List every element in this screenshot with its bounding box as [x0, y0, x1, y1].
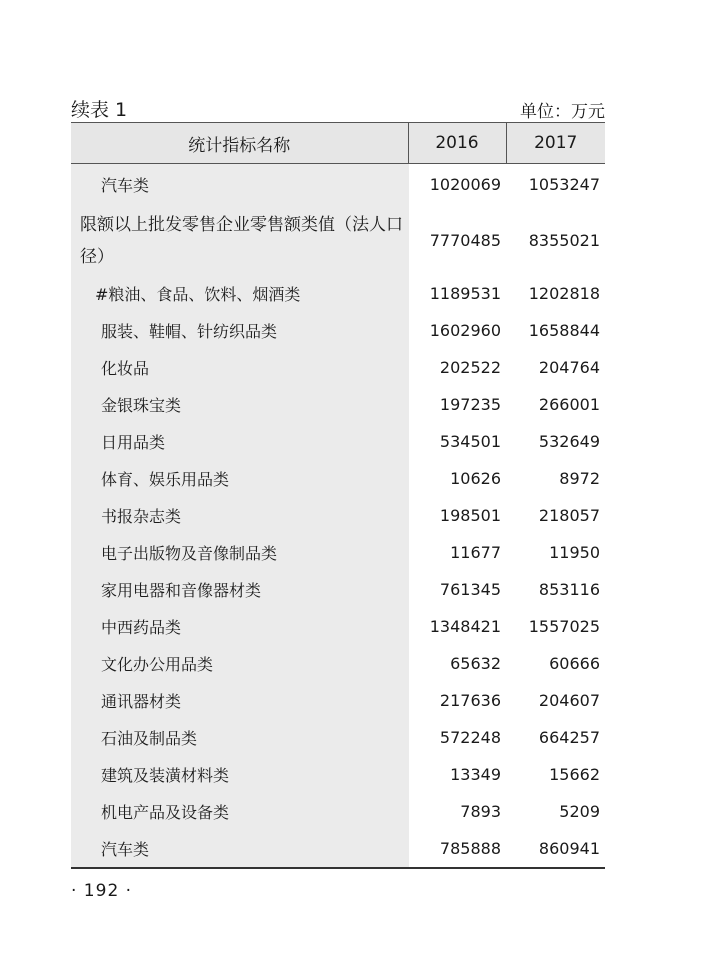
value-2017-cell: 860941	[506, 830, 605, 868]
value-2016-cell: 13349	[408, 756, 506, 793]
value-2017-cell: 204607	[538, 690, 600, 710]
table-row	[71, 276, 605, 312]
table-row	[71, 534, 605, 571]
value-2016-cell: 1602960	[408, 312, 506, 349]
value-2017-cell: 664257	[538, 727, 600, 747]
value-2016-cell: 202522	[408, 349, 506, 386]
value-2016-cell: 11677	[408, 534, 506, 571]
table-row	[71, 460, 605, 497]
indicator-name: 限额以上批发零售企业零售额类值（法人口径）	[80, 214, 403, 267]
value-2016-cell: 1189531	[408, 276, 506, 312]
value-2016-cell: 572248	[408, 719, 506, 756]
column-header-2017: 2017	[506, 123, 605, 164]
column-header-indicator: 统计指标名称	[71, 123, 408, 164]
value-2017-cell: 266001	[538, 394, 600, 414]
value-2016-cell: 7770485	[408, 206, 506, 276]
indicator-name: 电子出版物及音像制品类	[101, 543, 278, 563]
indicator-name: #粮油、食品、饮料、烟酒类	[95, 285, 301, 304]
value-2017-cell: 8355021	[528, 231, 600, 250]
indicator-name: 服装、鞋帽、针纺织品类	[101, 321, 278, 341]
indicator-name: 书报杂志类	[101, 506, 182, 526]
table-title: 续表 1	[71, 99, 128, 121]
value-2017-cell: 1557025	[528, 616, 600, 636]
value-2017-cell: 15662	[549, 764, 600, 784]
value-2017-cell: 1658844	[528, 320, 600, 340]
page-number: · 192 ·	[71, 881, 133, 901]
value-2017-cell: 8972	[559, 468, 600, 488]
table-row	[71, 312, 605, 349]
indicator-cell	[71, 423, 408, 460]
table-row	[71, 349, 605, 386]
indicator-cell	[71, 312, 408, 349]
value-2016-cell: 7893	[408, 793, 506, 830]
header-row	[71, 123, 605, 164]
indicator-cell	[71, 830, 408, 868]
value-2017-cell: 11950	[549, 542, 600, 562]
indicator-cell	[71, 571, 408, 608]
value-2016-cell: 198501	[408, 497, 506, 534]
value-2016-cell: 785888	[408, 830, 506, 868]
indicator-name: 体育、娱乐用品类	[101, 469, 230, 489]
value-2016-cell: 65632	[408, 645, 506, 682]
indicator-cell	[71, 608, 408, 645]
value-2016-cell: 1020069	[408, 164, 506, 206]
table-row	[71, 206, 605, 276]
indicator-name: 日用品类	[101, 432, 166, 452]
indicator-name: 石油及制品类	[101, 728, 198, 748]
value-2017-cell: 532649	[538, 431, 600, 451]
value-2016-cell: 534501	[408, 423, 506, 460]
table-row	[71, 497, 605, 534]
value-2016-cell: 217636	[408, 682, 506, 719]
indicator-cell	[71, 386, 408, 423]
indicator-cell	[71, 645, 408, 682]
indicator-cell	[71, 719, 408, 756]
indicator-cell	[71, 164, 408, 206]
table-body	[71, 164, 605, 868]
statistics-table	[71, 122, 605, 869]
indicator-name: 中西药品类	[101, 617, 182, 637]
table-row	[71, 645, 605, 682]
indicator-name: 通讯器材类	[101, 691, 182, 711]
unit-label: 单位：万元	[520, 102, 605, 122]
value-2016-cell: 10626	[408, 460, 506, 497]
table-row	[71, 164, 605, 206]
value-2017-cell: 5209	[559, 801, 600, 821]
indicator-cell	[71, 793, 408, 830]
table-row	[71, 423, 605, 460]
value-2017-cell: 853116	[538, 579, 600, 599]
indicator-name: 汽车类	[101, 176, 150, 196]
indicator-name: 化妆品	[101, 358, 150, 378]
value-2017-cell: 204764	[538, 357, 600, 377]
table-row	[71, 386, 605, 423]
indicator-cell	[71, 349, 408, 386]
indicator-name: 机电产品及设备类	[101, 802, 230, 822]
value-2017-cell: 1053247	[528, 175, 600, 195]
value-2016-cell: 1348421	[408, 608, 506, 645]
indicator-name: 建筑及装潢材料类	[101, 765, 230, 785]
value-2016-cell: 197235	[408, 386, 506, 423]
indicator-name: 文化办公用品类	[101, 654, 214, 674]
table-row	[71, 793, 605, 830]
indicator-cell	[71, 756, 408, 793]
table-row	[71, 830, 605, 868]
indicator-cell	[71, 276, 408, 312]
table-row	[71, 608, 605, 645]
table-caption	[71, 96, 605, 122]
indicator-cell	[71, 682, 408, 719]
table-row	[71, 719, 605, 756]
table-row	[71, 682, 605, 719]
indicator-cell	[71, 460, 408, 497]
column-header-2016: 2016	[408, 123, 506, 164]
indicator-name: 金银珠宝类	[101, 395, 182, 415]
indicator-name: 汽车类	[101, 839, 150, 859]
value-2017-cell: 60666	[549, 653, 600, 673]
table-row	[71, 571, 605, 608]
indicator-cell	[71, 206, 408, 276]
value-2017-cell: 218057	[538, 505, 600, 525]
indicator-cell	[71, 497, 408, 534]
indicator-name: 家用电器和音像器材类	[101, 580, 262, 600]
value-2017-cell: 1202818	[528, 284, 600, 303]
value-2016-cell: 761345	[408, 571, 506, 608]
indicator-cell	[71, 534, 408, 571]
table-row	[71, 756, 605, 793]
